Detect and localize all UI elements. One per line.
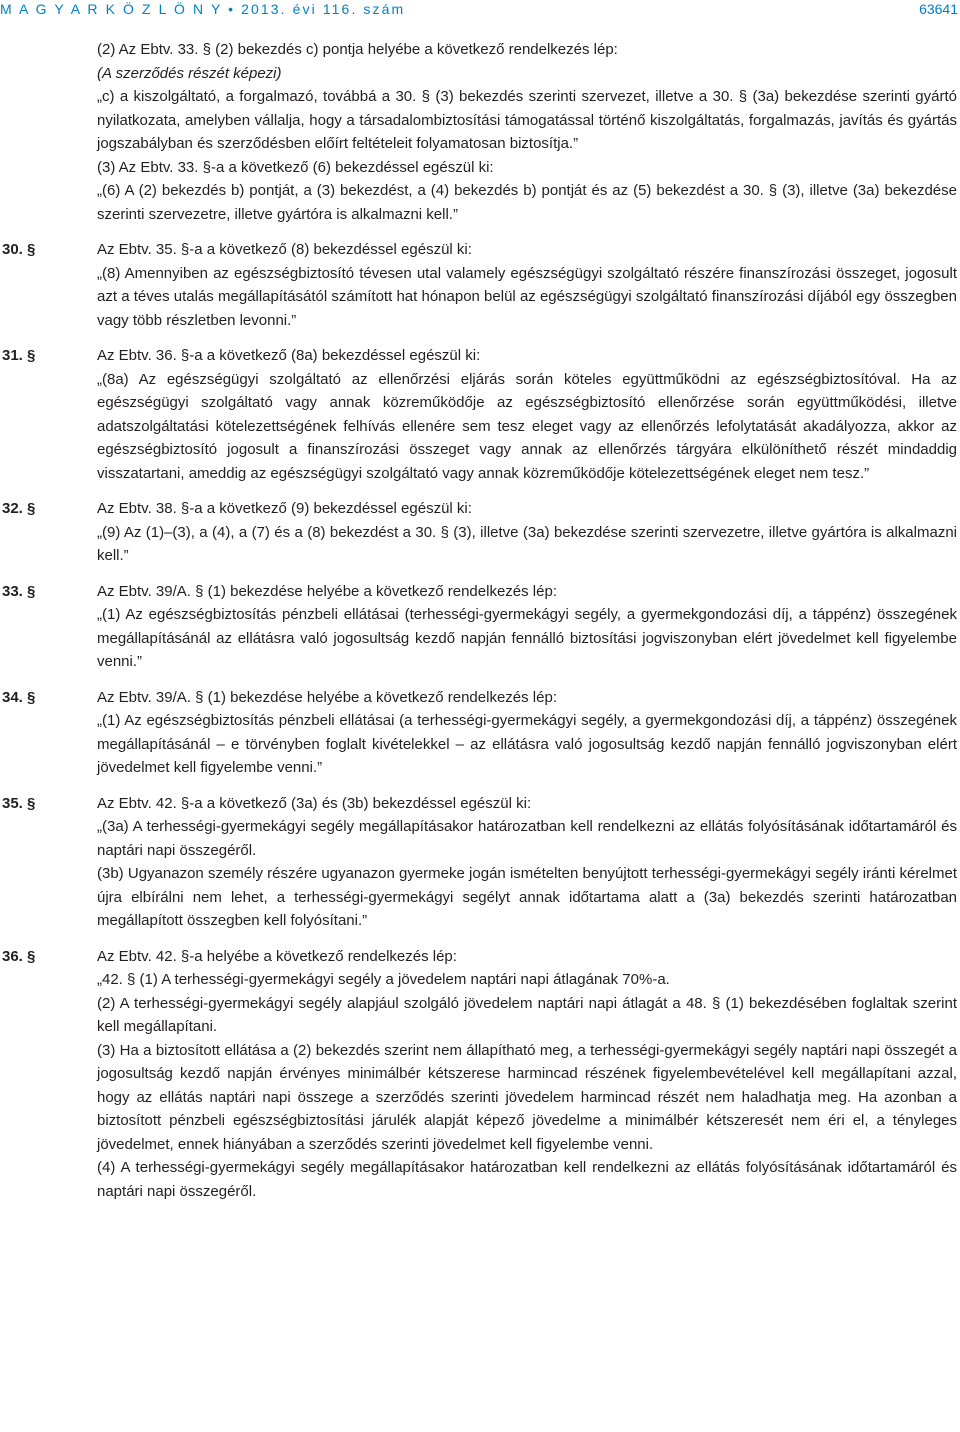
- section-number: 33. §: [2, 582, 36, 600]
- section: [0, 238, 960, 332]
- paragraph: Az Ebtv. 35. §-a a következő (8) bekezdéssel egészül ki:: [97, 241, 472, 258]
- section-gap: [0, 780, 960, 792]
- paragraph: (4) A terhességi-gyermekágyi segély megállapításakor határozatban kell rendelkezni az ellátás folyósításának időtartamáról és naptári napi összegéről.: [97, 1159, 957, 1200]
- section-number: 36. §: [2, 947, 36, 965]
- section-number: 30. §: [2, 241, 36, 258]
- section-number: [0, 38, 97, 226]
- paragraph: (2) Az Ebtv. 33. § (2) bekezdés c) pontja helyébe a következő rendelkezés lép:: [97, 41, 618, 58]
- section-gap: [0, 485, 960, 497]
- section-number: 35. §: [2, 794, 36, 812]
- paragraph: (3) Ha a biztosított ellátása a (2) bekezdés szerint nem állapítható meg, a terhességi-gyermekágyi segély naptári napi összegét a jogosultság kezdő napján érvényes minimálbér kétszerese harmincad részének figyelembevételével kell megállapítani azzal, hogy az ellátás naptári napi összege a szerződés szerinti jövedelem harmincad részét nem haladhatja meg. Ha azonban a biztosított pénzbeli egészségbiztosítási járulék alapját képező jövedelme a minimálbér kétszeresét nem éri el, a tényleges jövedelmet, ennek hiányában a szerződés szerinti jövedelmet kell figyelembe venni.: [97, 1041, 957, 1153]
- paragraph: „c) a kiszolgáltató, a forgalmazó, továbbá a 30. § (3) bekezdés szerinti szervezet, illetve a 30. § (3a) bekezdése szerinti gyártó nyilatkozata, amelyben vállalja, hogy a társadalombiztosítási támogatással történő kiszolgáltatás, forgalmazás, javítás és gyártás jogszabályban és szerződésben előírt feltételeit folyamatosan biztosítja.”: [97, 88, 957, 152]
- section: [0, 344, 960, 485]
- section-content: [97, 792, 957, 933]
- paragraph: „(9) Az (1)–(3), a (4), a (7) és a (8) bekezdést a 30. § (3), illetve (3a) bekezdése szerinti szervezetre, illetve gyártóra is alkalmazni kell.”: [97, 523, 957, 564]
- section-gap: [0, 568, 960, 580]
- paragraph: „42. § (1) A terhességi-gyermekágyi segély a jövedelem naptári napi átlagának 70%-a.: [97, 971, 670, 988]
- paragraph: Az Ebtv. 39/A. § (1) bekezdése helyébe a következő rendelkezés lép:: [97, 688, 557, 706]
- section-number: 32. §: [2, 500, 36, 517]
- page-header: [0, 0, 960, 24]
- section-content: [97, 344, 957, 485]
- section: [0, 945, 960, 1204]
- paragraph: (2) A terhességi-gyermekágyi segély alapjául szolgáló jövedelem naptári napi átlagát a 48. § (1) bekezdésében foglaltak szerint kell megállapítani.: [97, 994, 957, 1035]
- paragraph: (A szerződés részét képezi): [97, 64, 282, 82]
- paragraph: Az Ebtv. 36. §-a a következő (8a) bekezdéssel egészül ki:: [97, 347, 481, 364]
- paragraph: „(1) Az egészségbiztosítás pénzbeli ellátásai (terhességi-gyermekágyi segély, a gyermekgondozási díj, a táppénz) összegének megállapításánál az ellátásra való jogosultság kezdő napján fennálló biztosítási jogviszonyban elért jövedelmet kell figyelembe venni.”: [97, 606, 957, 670]
- section-content: [97, 497, 957, 568]
- section-gap: [0, 933, 960, 945]
- section-gap: [0, 332, 960, 344]
- section: [0, 686, 960, 780]
- paragraph: (3b) Ugyanazon személy részére ugyanazon gyermeke jogán ismételten benyújtott terhességi-gyermekágyi segély iránti kérelmet újra elbírálni nem lehet, a terhességi-gyermekágyi segélyt annak időtartama alatt a (3a) bekezdés szerinti határozatban megállapított összegben kell folyósítani.”: [97, 865, 957, 929]
- paragraph: „(3a) A terhességi-gyermekágyi segély megállapításakor határozatban kell rendelkezni az ellátás folyósításának időtartamáról és naptári napi összegéről.: [97, 818, 957, 859]
- section-number: 34. §: [2, 688, 36, 706]
- section-gap: [0, 674, 960, 686]
- paragraph: Az Ebtv. 42. §-a helyébe a következő rendelkezés lép:: [97, 947, 457, 965]
- document-body: [0, 38, 960, 1203]
- section: [0, 792, 960, 933]
- paragraph: Az Ebtv. 42. §-a a következő (3a) és (3b) bekezdéssel egészül ki:: [97, 794, 532, 812]
- section: [0, 497, 960, 568]
- section-content: [97, 945, 957, 1204]
- paragraph: „(6) A (2) bekezdés b) pontját, a (3) bekezdést, a (4) bekezdés b) pontját és az (5) bekezdést a 30. § (3), illetve (3a) bekezdése szerinti szervezetre, illetve gyártóra is alkalmazni kell.”: [97, 182, 957, 223]
- paragraph: Az Ebtv. 39/A. § (1) bekezdése helyébe a következő rendelkezés lép:: [97, 582, 557, 600]
- section-content: [97, 238, 957, 332]
- section-content: [97, 580, 957, 674]
- section: [0, 38, 960, 226]
- paragraph: (3) Az Ebtv. 33. §-a a következő (6) bekezdéssel egészül ki:: [97, 158, 494, 176]
- paragraph: „(1) Az egészségbiztosítás pénzbeli ellátásai (a terhességi-gyermekágyi segély, a gyermekgondozási díj, a táppénz) összegének megállapításánál – e törvényben foglalt kivételekkel – az ellátásra való jogosultság kezdő napján fennálló jogviszonyban elért jövedelmet kell figyelembe venni.”: [97, 712, 957, 776]
- section-content: [97, 686, 957, 780]
- paragraph: Az Ebtv. 38. §-a a következő (9) bekezdéssel egészül ki:: [97, 500, 472, 517]
- section-number: 31. §: [2, 347, 36, 364]
- journal-title: M A G Y A R K Ö Z L Ö N Y • 2013. évi 116. szám: [0, 1, 406, 17]
- section-gap: [0, 226, 960, 238]
- section-content: [97, 38, 957, 226]
- paragraph: „(8) Amennyiben az egészségbiztosító tévesen utal valamely egészségügyi szolgáltató részére finanszírozási összeget, jogosult azt a téves utalás megállapításától számított hat hónapon belül az egészségügyi szolgáltató finanszírozási díjából egy összegben vagy több részletben levonni.”: [97, 264, 957, 329]
- paragraph: „(8a) Az egészségügyi szolgáltató az ellenőrzési eljárás során köteles együttműködni az egészségbiztosítóval. Ha az egészségügyi szolgáltató vagy annak közreműködője az egészségbiztosító ellenőrzése során együttműködési, illetve adatszolgáltatási kötelezettségének felhívás ellenére sem tesz eleget vagy az ellenőrzés lefolytatását akadályozza, akkor az egészségbiztosító jogosult a finanszírozási összeget vagy annak az ellenőrzés tárgyára elkülöníthető részét mindaddig visszatartani, ameddig az egészségügyi szolgáltató vagy annak közreműködője kötelezettségének eleget nem tesz.”: [97, 370, 957, 482]
- page-number: 63641: [919, 1, 958, 17]
- section: [0, 580, 960, 674]
